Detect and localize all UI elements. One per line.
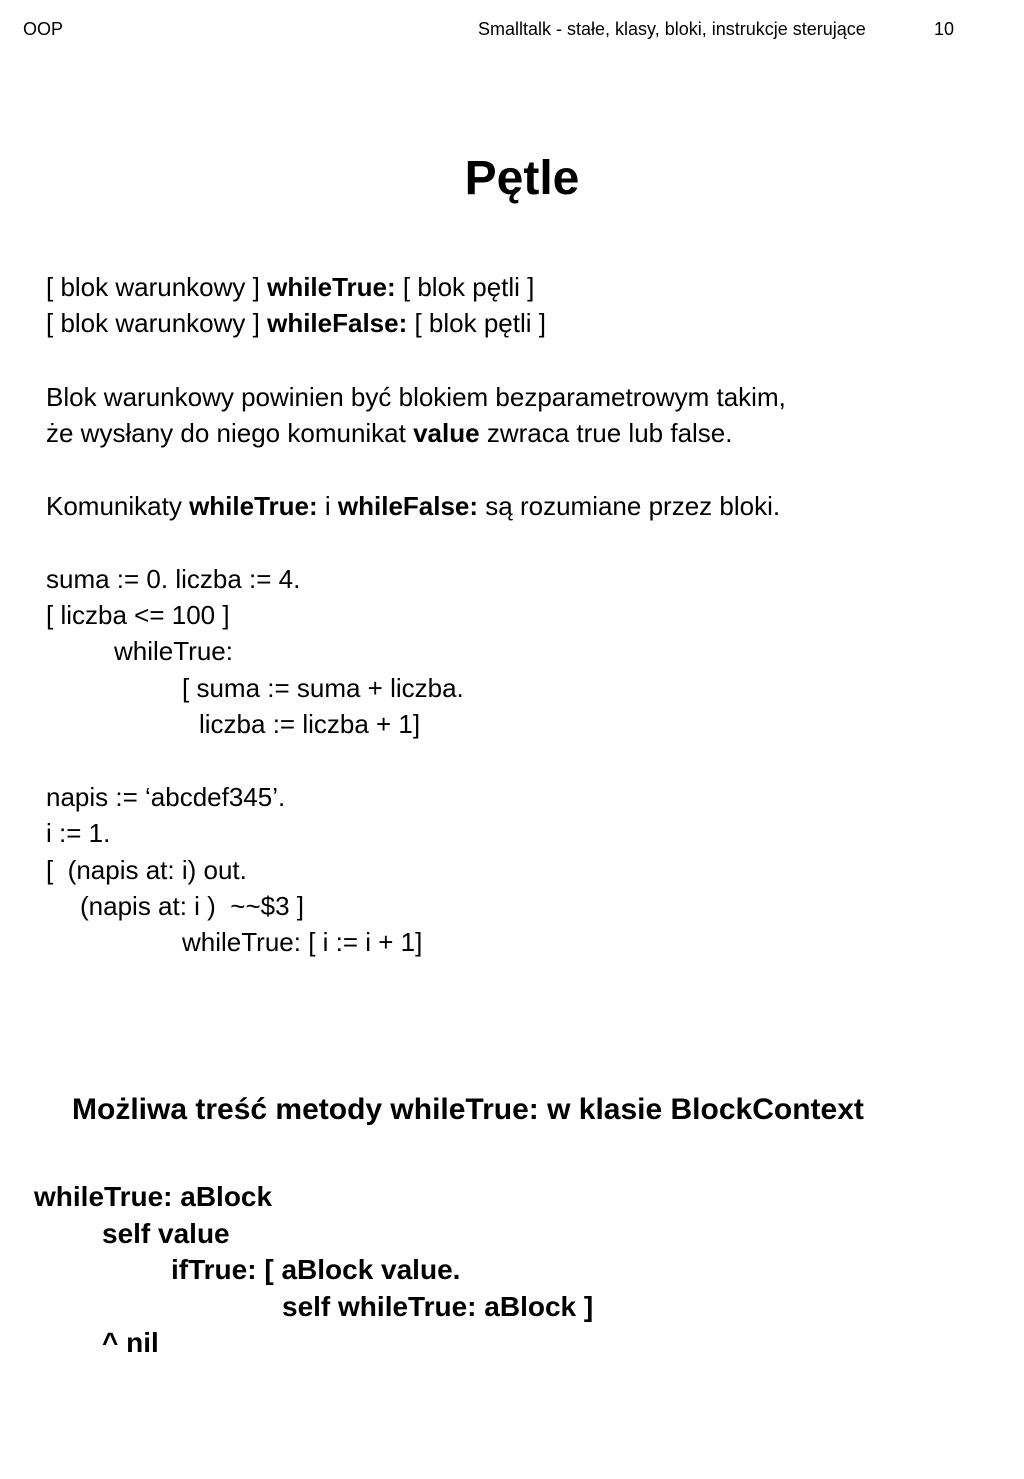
syntax-keyword: whileTrue: (267, 272, 396, 302)
paragraph-text: i (317, 491, 338, 521)
section-subheading: Możliwa treść metody whileTrue: w klasie BlockContext (72, 1093, 864, 1126)
paragraph-keyword: whileFalse: (337, 491, 479, 521)
paragraph-text: są rozumiane przez bloki. (478, 491, 781, 521)
header-left-label: OOP (23, 19, 64, 39)
paragraph-1-line-2 (46, 417, 732, 449)
example-1-line: liczba := liczba + 1] (199, 709, 421, 739)
header-topic: Smalltalk - stałe, klasy, bloki, instrukcje sterujące (478, 19, 866, 39)
syntax-keyword: whileFalse: (267, 308, 408, 338)
example-2-line: i := 1. (46, 818, 111, 848)
syntax-while-false (46, 307, 546, 339)
paragraph-text: Komunikaty (46, 491, 190, 521)
paragraph-keyword: value (413, 418, 480, 448)
example-2-line: whileTrue: [ i := i + 1] (182, 927, 423, 957)
syntax-text: [ blok warunkowy ] (46, 308, 268, 338)
syntax-text: [ blok warunkowy ] (46, 272, 268, 302)
example-1-line: [ liczba <= 100 ] (46, 600, 230, 630)
page-number: 10 (934, 19, 955, 39)
method-code-line: ifTrue: [ aBlock value. (171, 1254, 461, 1285)
syntax-while-true (46, 271, 534, 303)
syntax-text: [ blok pętli ] (407, 308, 546, 338)
method-code-line: whileTrue: aBlock (34, 1181, 273, 1212)
example-2-line: [ (napis at: i) out. (46, 855, 247, 885)
method-code-line: self whileTrue: aBlock ] (282, 1291, 594, 1322)
example-1-line: whileTrue: (114, 636, 233, 666)
example-1-line: [ suma := suma + liczba. (182, 673, 464, 703)
syntax-text: [ blok pętli ] (395, 272, 535, 302)
example-1-line: suma := 0. liczba := 4. (46, 564, 301, 594)
method-code-line: ^ nil (102, 1327, 159, 1358)
example-2-line: (napis at: i ) ~~$3 ] (80, 891, 305, 921)
method-code-line: self value (102, 1218, 230, 1249)
paragraph-2 (46, 490, 780, 522)
paragraph-1-line-1: Blok warunkowy powinien być blokiem bezparametrowym takim, (46, 382, 786, 412)
paragraph-text: że wysłany do niego komunikat (46, 418, 414, 448)
paragraph-text: zwraca true lub false. (479, 418, 733, 448)
page-title: Pętle (464, 152, 580, 205)
paragraph-keyword: whileTrue: (189, 491, 318, 521)
example-2-line: napis := ‘abcdef345’. (46, 782, 286, 812)
